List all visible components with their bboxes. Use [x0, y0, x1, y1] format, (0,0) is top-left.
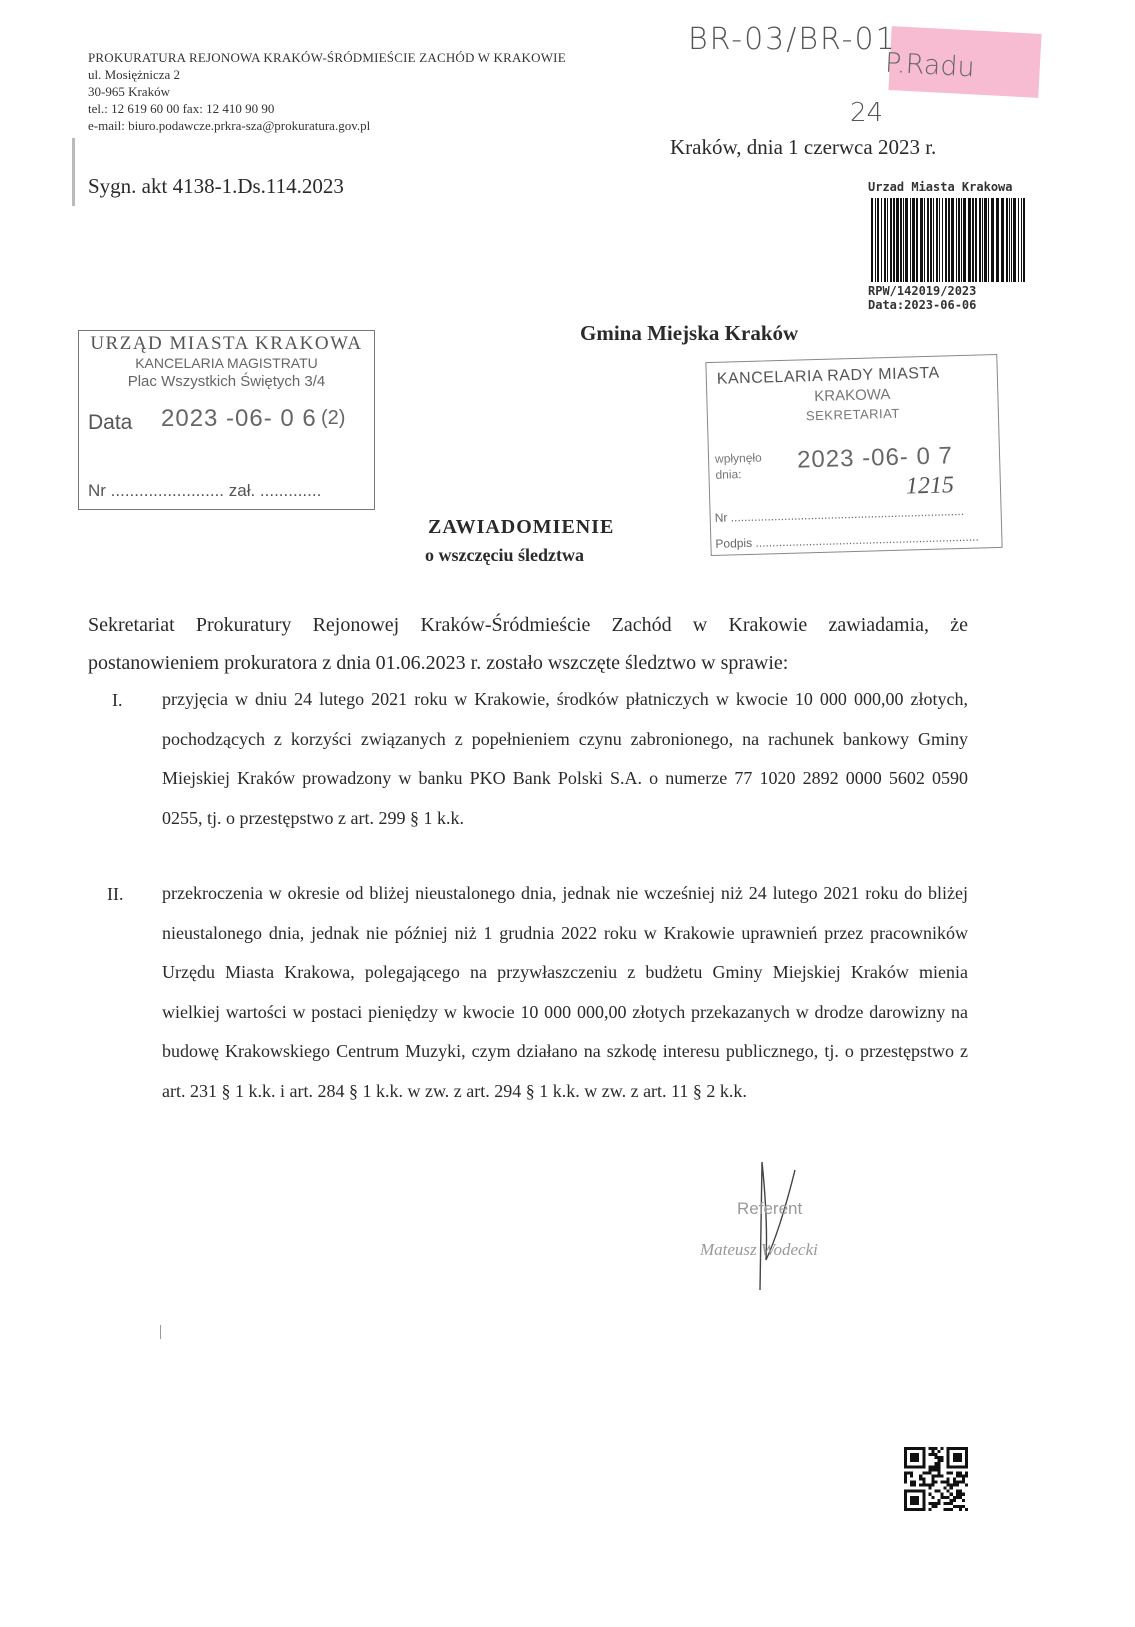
signature-role: Referent	[737, 1199, 803, 1218]
sender-city: 30-965 Kraków	[88, 84, 170, 99]
stamp-office-date: 2023 -06- 0 6	[161, 405, 317, 432]
sender-address	[88, 49, 566, 134]
stamp-office-line3: Plac Wszystkich Świętych 3/4	[127, 373, 326, 390]
stamp-council-received-label: wpłynęło dnia:	[714, 450, 762, 482]
stamp-office-extra: (2)	[321, 407, 346, 429]
item-number: I.	[112, 690, 123, 710]
handwritten-reference: BR-03/BR-01	[688, 22, 897, 57]
sender-email: e-mail: biuro.podawcze.prkra-sza@prokuratura.gov.pl	[88, 118, 371, 133]
registry-label	[868, 180, 1038, 312]
stamp-office-line1: URZĄD MIASTA KRAKOWA	[90, 333, 363, 354]
document-date: Kraków, dnia 1 czerwca 2023 r.	[670, 135, 937, 159]
recipient: Gmina Miejska Kraków	[580, 321, 799, 345]
handwritten-number: 24	[850, 98, 884, 128]
stamp-council-nr: Nr ......................................................................	[714, 503, 965, 525]
handwritten-radu: P.Radu	[884, 47, 976, 84]
sender-name: PROKURATURA REJONOWA KRAKÓW-ŚRÓDMIEŚCIE ZACHÓD W KRAKOWIE	[88, 50, 566, 65]
item-number: II.	[107, 884, 124, 904]
stamp-council-sign: Podpis ...................................................................	[715, 529, 979, 551]
case-signature: Sygn. akt 4138-1.Ds.114.2023	[88, 174, 344, 198]
scan-edge-mark	[72, 138, 75, 206]
item-text: przekroczenia w okresie od bliżej nieustalonego dnia, jednak nie wcześniej niż 24 lutego 2021 roku do bliżej nieustalonego dnia, jednak nie później niż 1 grudnia 2022 roku w Krakowie uprawnień przez pracowników Urzędu Miasta Krakowa, polegającego na przywłaszczeniu z budżetu Gminy Miejskiej Kraków mienia wielkiej wartości w postaci pieniędzy w kwocie 10 000 000,00 złotych przekazanych w drodze darowizny na budowę Krakowskiego Centrum Muzyki, czym działano na szkodę interesu publicznego, tj. o przestępstwo z art. 231 § 1 k.k. i art. 284 § 1 k.k. w zw. z art. 294 § 1 k.k. w zw. z art. 11 § 2 k.k.	[162, 883, 968, 1101]
registry-rpw: RPW/142019/2023	[868, 284, 977, 298]
council-stamp	[705, 354, 1002, 556]
signature-name: Mateusz Wodecki	[700, 1240, 818, 1259]
item-text: przyjęcia w dniu 24 lutego 2021 roku w Krakowie, środków płatniczych w kwocie 10 000 000,00 złotych, pochodzących z korzyści związanych z popełnieniem czynu zabronionego, na rachunek bankowy Gminy Miejskiej Kraków prowadzony w banku PKO Bank Polski S.A. o numerze 77 1020 2892 0000 5602 0590 0255, tj. o przestępstwo z art. 299 § 1 k.k.	[162, 689, 968, 828]
stamp-council-line2: KRAKOWA	[814, 385, 891, 406]
stamp-council-line1: KANCELARIA RADY MIASTA	[716, 364, 940, 388]
stamp-council-line3: SEKRETARIAT	[805, 405, 900, 424]
stamp-council-number: 1215	[905, 472, 955, 500]
stamp-office-nr: Nr ........................ zał. .............	[88, 481, 322, 500]
office-stamp	[78, 330, 375, 510]
stamp-council-date: 2023 -06- 0 7	[796, 442, 954, 474]
notice-subtitle: o wszczęciu śledztwa	[425, 545, 584, 565]
stamp-office-date-label: Data	[88, 411, 133, 434]
intro-paragraph: Sekretariat Prokuratury Rejonowej Kraków-Śródmieście Zachód w Krakowie zawiadamia, że postanowieniem prokuratora z dnia 01.06.2023 r. zostało wszczęte śledztwo w sprawie:	[88, 614, 968, 674]
registry-header: Urzad Miasta Krakowa	[868, 180, 1013, 194]
sender-phone: tel.: 12 619 60 00 fax: 12 410 90 90	[88, 101, 275, 116]
barcode-icon	[871, 198, 1026, 282]
signature-scribble-icon	[740, 1160, 820, 1300]
registry-date: Data:2023-06-06	[868, 298, 977, 312]
sender-street: ul. Mosiężnicza 2	[88, 67, 181, 82]
notice-title: ZAWIADOMIENIE	[428, 516, 615, 538]
qr-code-icon	[904, 1447, 968, 1511]
stamp-office-line2: KANCELARIA MAGISTRATU	[135, 355, 318, 371]
scan-mark	[160, 1325, 161, 1339]
